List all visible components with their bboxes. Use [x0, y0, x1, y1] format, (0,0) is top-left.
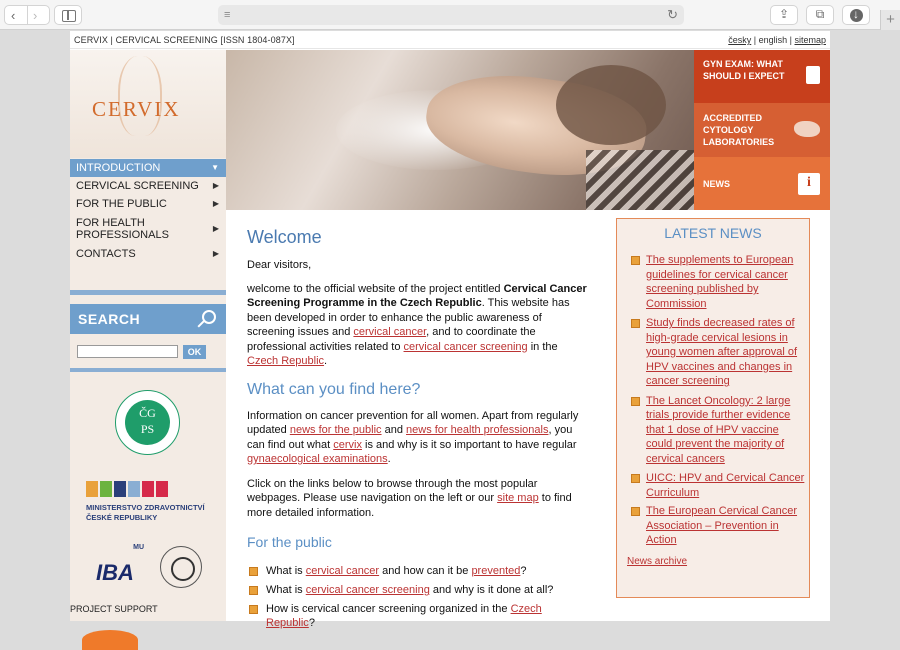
news-for-professionals-link[interactable]: news for health professionals — [406, 424, 549, 436]
nav-divider — [27, 6, 28, 24]
seal-emblem — [125, 400, 170, 445]
ministry-mark — [86, 481, 170, 499]
text: . — [324, 355, 328, 367]
download-icon: ↓ — [853, 7, 859, 21]
map-icon — [794, 121, 820, 137]
tile-gyn-exam[interactable] — [694, 50, 830, 103]
reload-icon[interactable]: ↻ — [667, 7, 678, 22]
project-name: Cervical Cancer Screening Programme in the Czech Republic — [247, 282, 587, 309]
text: and how can it be — [379, 565, 472, 577]
hero-banner — [226, 50, 694, 210]
page-title: Welcome — [247, 227, 322, 247]
news-for-public-link[interactable]: news for the public — [289, 424, 382, 436]
text: , you can find out what — [247, 424, 573, 451]
menu-item-for-the-public[interactable] — [70, 195, 226, 213]
chevron-right-icon: ▶ — [212, 181, 219, 190]
text: ? — [308, 617, 315, 629]
tile-cytology-labs[interactable] — [694, 103, 830, 157]
menu-item-for-health-professionals[interactable] — [70, 213, 226, 245]
lang-separator: | — [787, 35, 795, 45]
gynaecological-exams-link[interactable]: gynaecological examinations — [247, 453, 388, 465]
downloads-button[interactable] — [842, 5, 870, 25]
lang-czech-link[interactable]: česky — [728, 35, 752, 45]
lang-english: english — [758, 35, 788, 45]
divider-bar — [70, 368, 226, 372]
project-support-label: PROJECT SUPPORT — [70, 604, 158, 614]
list-item — [627, 394, 805, 467]
chevron-down-icon: ▼ — [211, 163, 219, 172]
cervical-cancer-link[interactable]: cervical cancer — [353, 326, 427, 338]
cervical-cancer-screening-link[interactable]: cervical cancer screening — [305, 584, 430, 596]
reader-icon[interactable]: ≡ — [224, 9, 231, 21]
news-link[interactable]: The Lancet Oncology: 2 large trials provide further evidence that 1 dose of HPV vaccine could prevent the majority of cervical cancers — [646, 394, 791, 465]
text: and — [381, 424, 407, 436]
section-heading-find: What can you find here? — [247, 380, 421, 398]
share-icon: ⇪ — [778, 7, 790, 21]
menu-item-contacts[interactable] — [70, 245, 226, 263]
menu-item-label: CONTACTS — [76, 248, 136, 260]
ministry-line2: ČESKÉ REPUBLIKY — [86, 513, 158, 522]
text: Click on the links below to browse through the most popular webpages. Please use navigation on the left or our — [247, 477, 538, 504]
address-bar[interactable] — [218, 5, 684, 25]
list-item — [247, 564, 587, 583]
bottle-icon — [806, 66, 820, 84]
browse-paragraph — [247, 477, 587, 521]
menu-item-cervical-screening[interactable] — [70, 177, 226, 195]
iba-logo[interactable] — [96, 544, 144, 586]
news-archive-link[interactable]: News archive — [627, 556, 688, 567]
list-item — [247, 583, 587, 602]
info-icon: i — [798, 173, 820, 195]
tabs-icon: ⧉ — [815, 7, 825, 21]
news-link[interactable]: The supplements to European guidelines for cervical cancer screening published by Commission — [646, 254, 794, 310]
news-link[interactable]: Study finds decreased rates of high-grade cervical lesions in young women after approval of HPV vaccines and changes in cancer screening — [646, 317, 798, 387]
news-link[interactable]: UICC: HPV and Cervical Cancer Curriculum — [646, 472, 805, 499]
news-link[interactable]: The European Cervical Cancer Association – Prevention in Action — [646, 505, 798, 546]
prevented-link[interactable]: prevented — [471, 565, 521, 577]
tile-label: NEWS — [703, 179, 730, 189]
ministry-of-health-logo[interactable] — [86, 481, 216, 526]
text: . — [387, 453, 391, 465]
ministry-name — [86, 503, 205, 523]
text: is and why is it so important to have regular — [361, 438, 577, 451]
list-item — [627, 471, 805, 500]
main-menu — [70, 159, 226, 263]
logo-text: CERVIX — [92, 97, 181, 121]
list-item — [627, 253, 805, 311]
divider-bar — [70, 290, 226, 295]
masaryk-university-seal[interactable] — [160, 546, 202, 588]
tile-news[interactable] — [694, 157, 830, 210]
logo-wave — [118, 56, 162, 136]
greeting: Dear visitors, — [247, 259, 312, 271]
news-list — [627, 253, 805, 548]
tile-label: GYN EXAM: WHAT SHOULD I EXPECT — [703, 59, 785, 81]
news-title: LATEST NEWS — [664, 225, 762, 241]
cervix-link[interactable]: cervix — [333, 438, 362, 451]
banner-hair — [556, 65, 666, 145]
text: and why is it done at all? — [429, 584, 554, 596]
iba-label: IBA — [96, 560, 134, 585]
support-logo[interactable] — [82, 630, 138, 650]
site-tagline: CERVIX | CERVICAL SCREENING [ISSN 1804-087X] — [74, 35, 295, 45]
text: How is cervical cancer screening organized in the — [266, 603, 511, 615]
ministry-line1: MINISTERSTVO ZDRAVOTNICTVÍ — [86, 503, 205, 512]
czech-republic-link[interactable]: Czech Republic — [266, 603, 542, 629]
search-input[interactable] — [77, 345, 178, 358]
magnifier-icon — [202, 310, 216, 324]
intro-paragraph — [247, 282, 587, 369]
section-heading-public: For the public — [247, 534, 332, 550]
iba-mu-label: MU — [133, 544, 144, 551]
banner-striped-shirt — [586, 150, 696, 210]
text: , and to coordinate the professional activities related to — [247, 326, 536, 353]
chevron-right-icon: ▶ — [212, 224, 219, 233]
top-bar — [70, 31, 830, 49]
lang-separator: | — [751, 35, 759, 45]
list-item — [627, 316, 805, 389]
menu-item-label: FOR HEALTH PROFESSIONALS — [76, 217, 169, 241]
left-sidebar — [70, 50, 226, 621]
cervix-logo[interactable] — [70, 50, 226, 158]
text: in the — [527, 340, 558, 353]
tabs-button[interactable] — [806, 5, 834, 25]
sidebar-toggle-icon[interactable] — [54, 5, 82, 25]
text: Information on cancer prevention for all women. Apart from regularly updated — [247, 409, 579, 436]
history-nav — [4, 5, 50, 25]
list-item — [627, 504, 805, 548]
find-paragraph — [247, 409, 587, 467]
czech-republic-link[interactable]: Czech Republic — [247, 355, 325, 367]
share-button[interactable] — [770, 5, 798, 25]
browser-toolbar — [0, 0, 900, 30]
cervical-cancer-screening-link[interactable]: cervical cancer screening — [403, 340, 528, 353]
text: ? — [520, 565, 527, 577]
sitemap-link[interactable]: sitemap — [794, 35, 826, 45]
chevron-right-icon: ▶ — [212, 199, 219, 208]
tile-label: ACCREDITED CYTOLOGY LABORATORIES — [703, 113, 775, 147]
cervical-cancer-link[interactable]: cervical cancer — [305, 565, 380, 577]
search-label: SEARCH — [78, 311, 141, 327]
site-map-link[interactable]: site map — [497, 492, 539, 504]
menu-item-introduction[interactable] — [70, 159, 226, 177]
text: to find more detailed information. — [247, 492, 572, 519]
web-page — [70, 31, 830, 629]
public-links-list — [247, 564, 587, 629]
text: What is — [266, 565, 306, 577]
search-header — [70, 304, 226, 334]
text: What is — [266, 584, 306, 596]
language-links — [728, 31, 826, 49]
latest-news-panel — [616, 218, 810, 598]
text: welcome to the official website of the project entitled — [247, 282, 504, 295]
chevron-right-icon: ▶ — [212, 249, 219, 258]
search-ok-button[interactable]: OK — [183, 345, 206, 359]
main-content — [247, 227, 587, 629]
quick-links — [694, 50, 830, 210]
list-item — [247, 602, 587, 629]
text: . This website has been developed in order to enhance the public awareness of screening issues and — [247, 297, 570, 338]
menu-item-label: INTRODUCTION — [76, 162, 161, 174]
forward-icon[interactable]: › — [33, 8, 38, 23]
menu-item-label: CERVICAL SCREENING — [76, 180, 199, 192]
back-icon[interactable]: ‹ — [11, 8, 16, 23]
menu-item-label: FOR THE PUBLIC — [76, 198, 167, 210]
new-tab-icon[interactable]: + — [880, 10, 900, 30]
czech-gynecological-society-logo[interactable] — [115, 390, 180, 455]
